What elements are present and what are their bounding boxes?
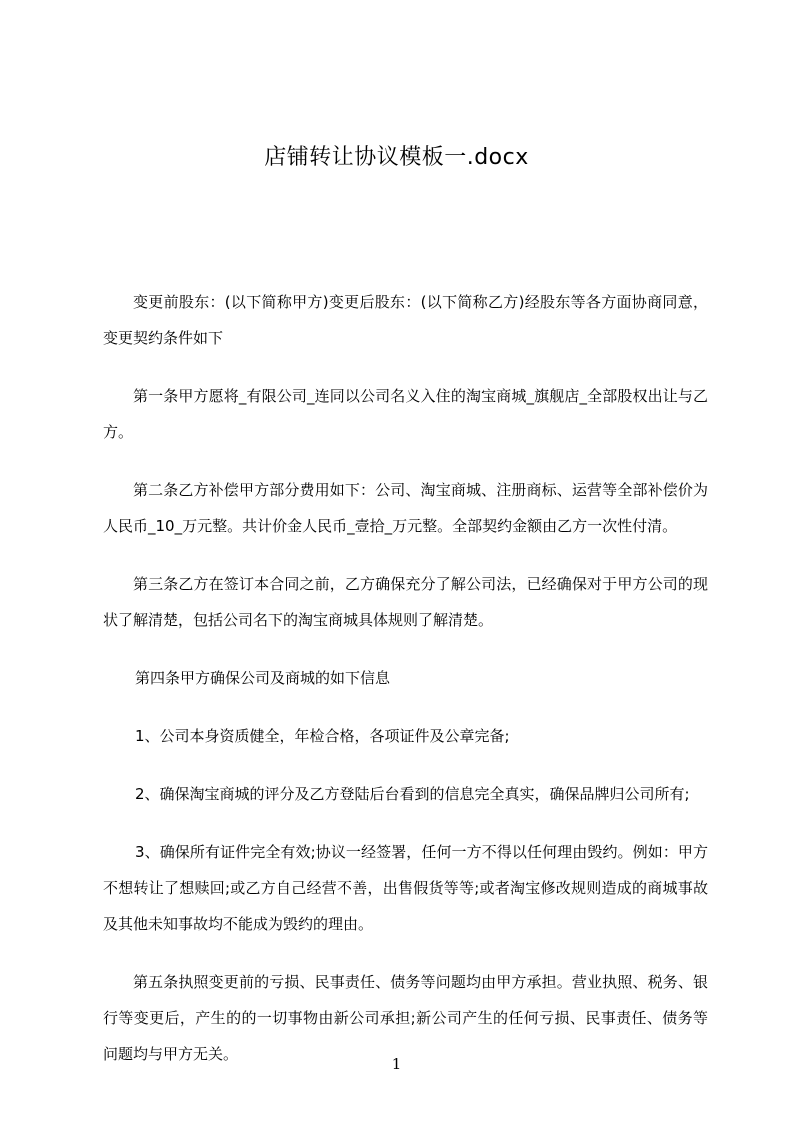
document-title: 店铺转让协议模板一.docx xyxy=(264,145,529,170)
paragraph-article-2: 第二条乙方补偿甲方部分费用如下：公司、淘宝商城、注册商标、运营等全部补偿价为人民币_10_万元整。共计价金人民币_壹拾_万元整。全部契约金额由乙方一次性付清。 xyxy=(103,481,708,535)
document-body xyxy=(103,284,708,1094)
paragraph-item-1: 1、公司本身资质健全，年检合格，各项证件及公章完备; xyxy=(135,727,510,745)
paragraph-article-3: 第三条乙方在签订本合同之前，乙方确保充分了解公司法，已经确保对于甲方公司的现状了解清楚，包括公司名下的淘宝商城具体规则了解清楚。 xyxy=(103,575,708,629)
paragraph-article-1: 第一条甲方愿将_有限公司_连同以公司名义入住的淘宝商城_旗舰店_全部股权出让与乙方。 xyxy=(103,387,708,441)
paragraph-article-4: 第四条甲方确保公司及商城的如下信息 xyxy=(135,669,391,687)
paragraph-preamble: 变更前股东：(以下简称甲方)变更后股东：(以下简称乙方)经股东等各方面协商同意，变更契约条件如下 xyxy=(103,293,708,347)
paragraph-item-2: 2、确保淘宝商城的评分及乙方登陆后台看到的信息完全真实，确保品牌归公司所有; xyxy=(135,785,690,803)
paragraph-article-5: 第五条执照变更前的亏损、民事责任、债务等问题均由甲方承担。营业执照、税务、银行等变更后，产生的的一切事物由新公司承担;新公司产生的任何亏损、民事责任、债务等问题均与甲方无关。 xyxy=(103,973,708,1063)
paragraph-item-3: 3、确保所有证件完全有效;协议一经签署，任何一方不得以任何理由毁约。例如：甲方不想转让了想赎回;或乙方自己经营不善，出售假货等等;或者淘宝修改规则造成的商城事故及其他未知事故均不能成为毁约的理由。 xyxy=(103,843,708,933)
page-number: 1 xyxy=(391,1055,402,1073)
